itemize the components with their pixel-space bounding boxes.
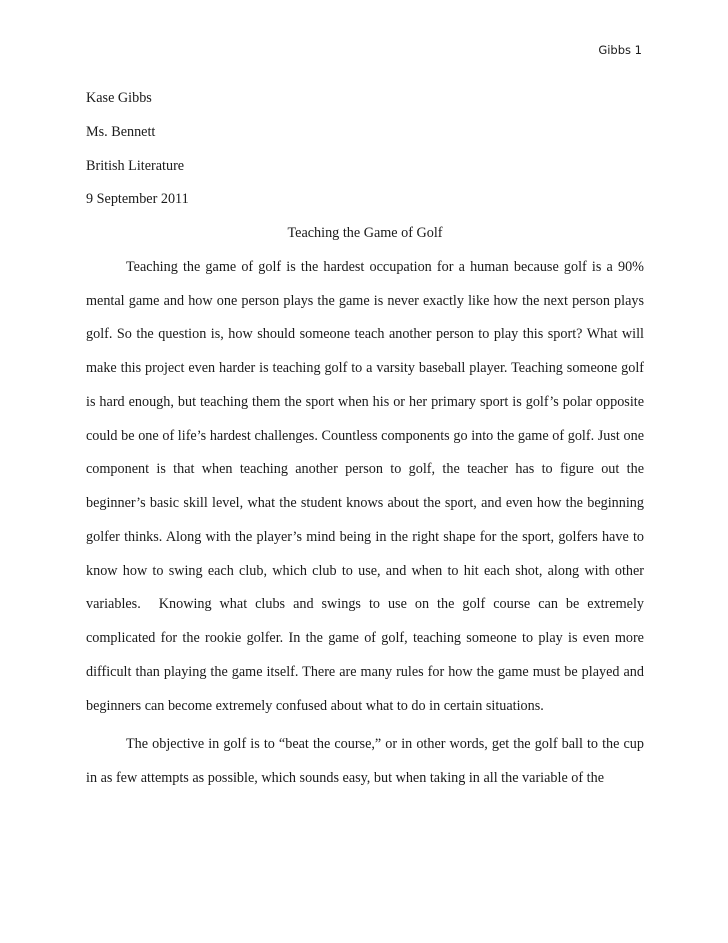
sentence: Along with the player’s mind being in the right shape for the sport, golfers have to know how to swing each club, which club to use, and when to hit each shot, along with other variables. (86, 528, 645, 613)
sentence: Knowing what clubs and swings to use on the golf course can be extremely complicated for the rookie golfer. (86, 596, 644, 646)
sentence: The objective in golf is to “beat the course,” or in other words, get the golf ball to the cup in as few attempts as possible, which sounds easy, but when taking in all the variable of the (86, 736, 644, 786)
sentence: Just one component is that when teaching another person to golf, the teacher has to figure out the beginner’s basic skill level, what the student knows about the sport, and even how the beginning golfer thinks. (86, 427, 645, 545)
essay-title: Teaching the Game of Golf (287, 225, 443, 241)
sentence: Teaching someone golf is hard enough, but teaching them the sport when his or her primary sport is golf’s polar opposite could be one of life’s hardest challenges. (86, 360, 644, 444)
essay-date: 9 September 2011 (86, 191, 189, 208)
sentence: So the question is, how should someone teach another person to play this sport? (112, 326, 583, 343)
document-body (86, 82, 644, 796)
sentence: Teaching the game of golf is the hardest occupation for a human because golf is a 90% mental game and how one person plays the game is never exactly like how the next person plays golf. (86, 258, 644, 343)
instructor-name: Ms. Bennett (86, 123, 156, 140)
sentence: What will make this project even harder is teaching golf to a varsity baseball player. (86, 326, 644, 376)
paragraph-1 (86, 251, 644, 724)
sentence: Countless components go into the game of golf. (317, 427, 595, 444)
sentence: In the game of golf, teaching someone to play is even more difficult than playing the game itself. (86, 630, 644, 680)
paragraph-2 (86, 728, 644, 796)
running-head: Gibbs 1 (598, 43, 642, 57)
student-name: Kase Gibbs (86, 90, 152, 106)
sentence: There are many rules for how the game must be played and beginners can become extremely confused about what to do in certain situations. (86, 663, 644, 714)
course-name: British Literature (86, 157, 185, 174)
